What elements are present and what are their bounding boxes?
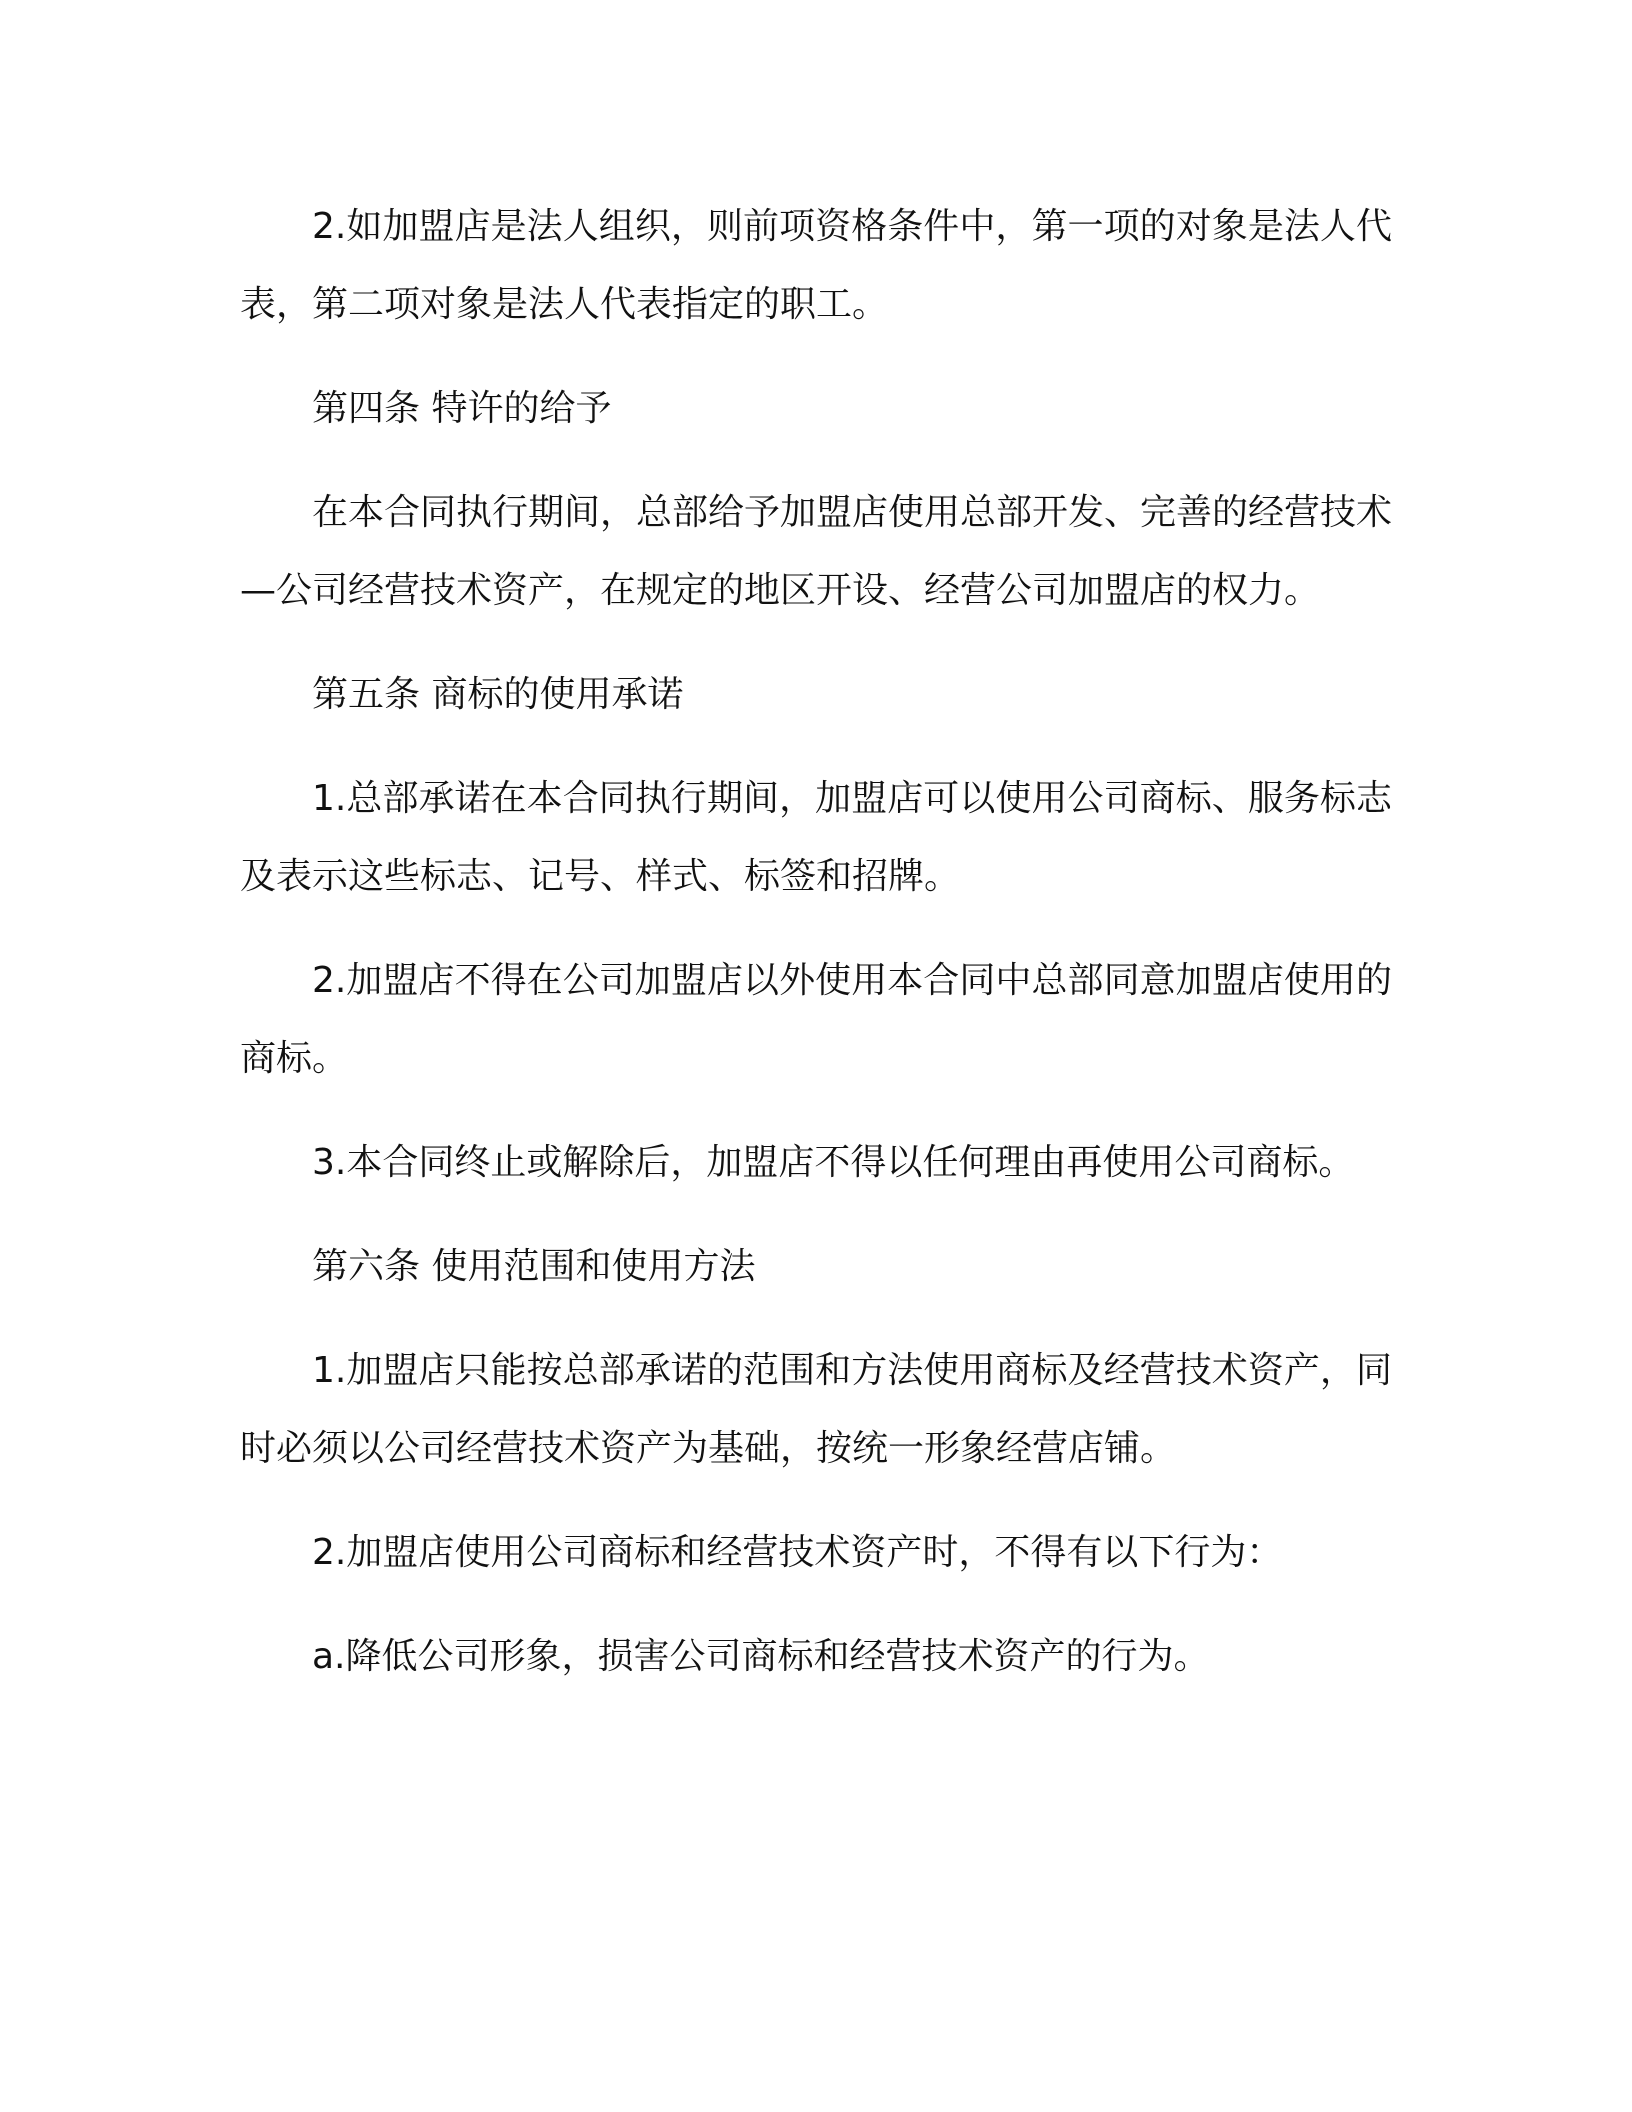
paragraph-franchise-grant: 在本合同执行期间，总部给予加盟店使用总部开发、完善的经营技术—公司经营技术资产，在规定的地区开设、经营公司加盟店的权力。 [240,492,1393,611]
paragraph-usage-scope-1: 1.加盟店只能按总部承诺的范围和方法使用商标及经营技术资产，同时必须以公司经营技术资产为基础，按统一形象经营店铺。 [240,1350,1392,1469]
heading-article-4: 第四条 特许的给予 [312,388,612,429]
heading-article-5: 第五条 商标的使用承诺 [312,674,684,715]
document-body [240,188,1392,1722]
paragraph-qualification-legal-entity: 2.如加盟店是法人组织，则前项资格条件中，第一项的对象是法人代表，第二项对象是法人代表指定的职工。 [240,206,1392,325]
paragraph-trademark-commitment-1: 1.总部承诺在本合同执行期间，加盟店可以使用公司商标、服务标志及表示这些标志、记号、样式、标签和招牌。 [240,778,1392,897]
paragraph-prohibited-act-a: a.降低公司形象，损害公司商标和经营技术资产的行为。 [312,1636,1210,1677]
paragraph-usage-scope-2: 2.加盟店使用公司商标和经营技术资产时，不得有以下行为： [312,1532,1283,1573]
paragraph-trademark-commitment-2: 2.加盟店不得在公司加盟店以外使用本合同中总部同意加盟店使用的商标。 [240,960,1392,1079]
paragraph-trademark-commitment-3: 3.本合同终止或解除后，加盟店不得以任何理由再使用公司商标。 [312,1142,1355,1183]
heading-article-6: 第六条 使用范围和使用方法 [312,1246,756,1287]
